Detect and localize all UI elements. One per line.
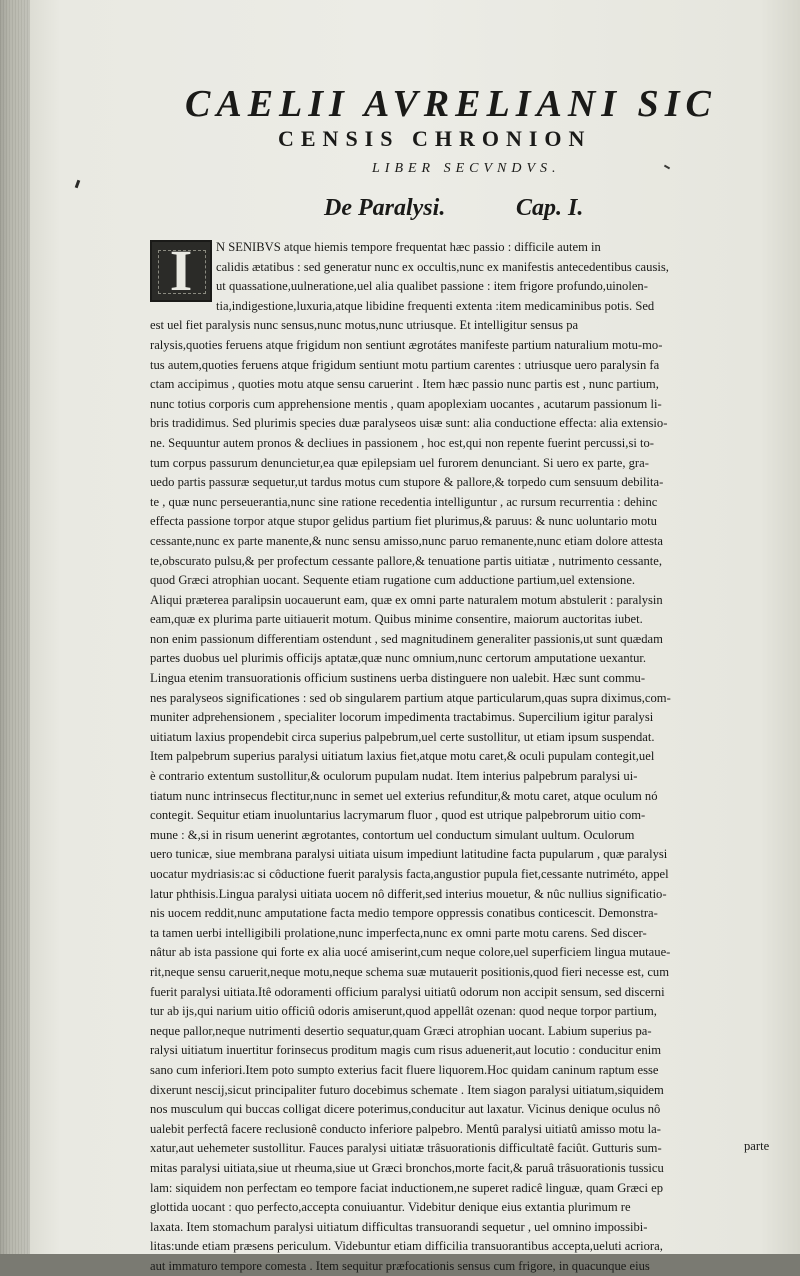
text-line: ualebit perfectâ facere reclusionê conducto inferiore palpebro. Mentû paralysi uitiatû amisso motu la- xyxy=(150,1121,661,1136)
text-line: è contrario extentum sustollitur,& oculorum pupulam nudat. Item interius palpebrum paralysi ui- xyxy=(150,769,638,784)
text-line: ta tamen uerbi intelligibili prolatione,nunc imperfecta,nunc ex omni parte motu carens. Sed discer- xyxy=(150,925,647,940)
text-line: te,obscurato pulsu,& per profectum cessante pallore,& tenuatione partis uitiatæ , nutrimento cessante, xyxy=(150,553,662,568)
text-line: contegit. Sequitur etiam inuoluntarius lacrymarum fluor , quod est utrique palpebrorum uitio com- xyxy=(150,808,646,823)
running-title-line2: CENSIS CHRONION xyxy=(278,126,592,151)
text-line: fuerit paralysi uitiata.Itê odoramenti officium paralysi uitiatû odorum non accipit sensum, sed discerni xyxy=(150,984,665,999)
text-line: partes duobus uel plurimis officijs aptatæ,quæ nunc omnium,nunc certorum amputatione uexantur. xyxy=(150,651,647,666)
ink-mark xyxy=(75,180,81,189)
text-line: nunc totius corporis cum apprehensione mentis , quam apoplexiam uocantes , acutarum passionum li- xyxy=(150,396,662,411)
text-line: uocatur mydriasis:ac si côductione fuerit paralysis facta,angustior pupula fiet,cessante nutriméto, appel xyxy=(150,867,669,881)
text-line: litas:unde etiam præsens periculum. Videbuntur etiam difficilia transuorantibus accepta,ueluti acriora, xyxy=(150,1239,663,1254)
text-line: tur ab ijs,qui narium uitio officiû odoris amiserunt,quod appellât ozenan: quod neque torpor partium, xyxy=(150,1004,657,1019)
text-line: neque pallor,neque nutrimenti desertio sequatur,quam Græci atrophian uocant. Labium superius pa- xyxy=(150,1023,652,1038)
text-line: ut quassatione,uulneratione,uel alia qualibet passione : item frigore profundo,uinolen- xyxy=(216,279,648,294)
text-line: ne. Sequuntur autem pronos & decliues in passionem , hoc est,qui non repente fuerint percussi,si to- xyxy=(150,435,654,450)
text-line: cessante,nunc ex parte manente,& nunc sensu amisso,nunc paruo remanente,nunc etiam dolore attesta xyxy=(150,533,664,548)
text-line: sano cum inferiori.Item poto sumpto exterius facit fluere liquorem.Hoc quidam caninum raptum esse xyxy=(150,1062,659,1077)
text-line: tum corpus passurum denuncietur,ea quæ epilepsiam uel furorem denunciant. Si uero ex parte, gra- xyxy=(150,455,649,470)
text-line: N SENIBVS atque hiemis tempore frequentat hæc passio : difficile autem in xyxy=(216,240,601,254)
text-line: calidis ætatibus : sed generatur nunc ex occultis,nunc ex manifestis antecedentibus causis, xyxy=(216,259,669,274)
text-line: tiatum nunc intrinsecus flectitur,nunc in semet uel exterius refunditur,& motu caret, atque oculum nó xyxy=(150,788,658,803)
text-line: uitiatum laxius propendebit circa superius palpebrum,uel certe sustollitur, ut etiam ipsum suspendat. xyxy=(150,729,655,744)
text-line: effecta passione torpor atque stupor gelidus partium fiet plurimus,& paruus: & nunc uoluntario motu xyxy=(150,514,657,529)
text-line: rit,neque sensu caruerit,neque motu,neque schema suæ mutauerit positionis,quod fieri necesse est, cum xyxy=(150,964,670,979)
text-line: ralysis,quoties feruens atque frigidum non sentiunt ægrotátes manifeste partium naturalium motu-mo- xyxy=(150,337,663,352)
text-line: Item palpebrum superius paralysi uitiatum laxius fiet,atque motu caret,& oculi pupulam contegit,uel xyxy=(150,749,655,764)
text-line: aut immaturo tempore comesta . Item sequitur præfocationis sensus cum frigore, in quacunque eius xyxy=(150,1258,650,1273)
book-label: LIBER SECVNDVS. xyxy=(372,161,561,176)
chapter-title: De Paralysi. xyxy=(324,195,446,221)
text-line: nâtur ab ista passione qui forte ex alia uocé amiserint,cum neque colore,uel superficiem lingua mutaue- xyxy=(150,945,671,960)
text-line: eam,quæ ex plurima parte uitiauerit motum. Quibus minime consentire, maiorum auctoritas iubet. xyxy=(150,612,643,627)
text-line: nis uocem reddit,nunc amputatione facta medio tempore oppressis conatibus conticescit. Demonstra- xyxy=(150,906,658,921)
running-title-line1: CAELII AVRELIANI SIC xyxy=(185,83,717,125)
text-line: lam: siquidem non perfectam eo tempore faciat inductionem,ne superet radicê linguæ, quam Græci ep xyxy=(150,1180,664,1195)
text-line: te , quæ nunc perseuerantia,nunc sine ratione recedentia intelliguntur , ac rursum recurrentia : dehinc xyxy=(150,494,658,509)
text-line: ralysi uitiatum inuertitur forinsecus proditum magis cum risus aduenerit,aut locutio : conducitur enim xyxy=(150,1043,661,1058)
chapter-number: Cap. I. xyxy=(516,195,584,221)
catchword: parte xyxy=(744,1139,770,1153)
initial-letter: I xyxy=(169,238,193,303)
text-line: bris tradidimus. Sed plurimis species duæ paralyseos uisæ sunt: alia conductione effecta: alia extensio- xyxy=(150,416,668,431)
text-line: uedo partis passuræ sequetur,ut tardus motus cum stupore & pallore,& torpedo cum sensuum debilita- xyxy=(150,475,664,490)
text-line: laxata. Item stomachum paralysi uitiatum difficultas transuorandi sequetur , uel omnino impossibi- xyxy=(150,1219,648,1234)
text-line: mitas paralysi uitiata,siue ut rheuma,siue ut Græci bronchos,morte facit,& paruâ trâsuorationis tussicu xyxy=(150,1160,664,1175)
text-line: dixerunt nescij,sicut principaliter futuro docebimus schemate . Item siagon paralysi uitiatum,siquidem xyxy=(150,1082,664,1097)
text-line: non enim passionum differentiam ostendunt , sed magnitudinem generaliter passionis,ut sunt quædam xyxy=(150,631,663,646)
text-line: xatur,aut uehemeter sustollitur. Fauces paralysi uitiatæ trâsuorationis difficultatê faciût. Gutturis sum- xyxy=(150,1141,662,1156)
text-line: glottida uocant : quo perfecto,accepta conuiuantur. Videbitur denique eius extantia plurimum re xyxy=(150,1200,631,1215)
text-line: uero tunicæ, siue membrana paralysi uitiata uisum impediunt latitudine facta pupularum , quæ paralysi xyxy=(150,847,668,862)
text-line: tia,indigestione,luxuria,atque libidine frequenti extenta :item medicaminibus potis. Sed xyxy=(216,298,655,313)
text-line: nos musculum qui buccas colligat dicere poterimus,conducitur aut laxatur. Vicinus denique oculus nô xyxy=(150,1102,661,1117)
text-line: est uel fiet paralysis nunc sensus,nunc motus,nunc utriusque. Et intelligitur sensus pa xyxy=(150,318,579,333)
text-line: nes paralyseos significationes : sed ob singularem partium atque particularum,quas supra diximus,com- xyxy=(150,690,671,705)
body-text xyxy=(150,238,780,1273)
text-line: muniter adprehensionem , specialiter locorum impedimenta tractabimus. Supercilium igitur paralysi xyxy=(150,710,654,725)
text-line: mune : &,si in risum uenerint ægrotantes, contortum uel conductum simulant uultum. Oculorum xyxy=(150,827,635,842)
text-line: latur phthisis.Lingua paralysi uitiata uocem nô differit,sed interius mouetur, & nûc nullius significatio- xyxy=(150,886,667,901)
text-line: Aliqui præterea paralipsin uocauerunt eam, quæ ex omni parte naturalem motum abstulerit : paralysin xyxy=(150,592,663,607)
text-line: ctam accipimus , quoties motu atque sensu caruerint . Item hæc passio nunc partis est , nunc partium, xyxy=(150,377,659,392)
text-line: tus autem,quoties feruens atque frigidum sentiunt motu partium carentes : utriusque uero paralysin fa xyxy=(150,357,660,372)
text-line: Lingua etenim transuorationis officium sustinens uerba distinguere non ualebit. Hæc sunt commu- xyxy=(150,671,646,686)
page-edge-shadow xyxy=(0,0,30,1254)
text-line: quod Græci atrophian uocant. Sequente etiam rugatione cum adductione partium,uel extensione. xyxy=(150,573,636,588)
